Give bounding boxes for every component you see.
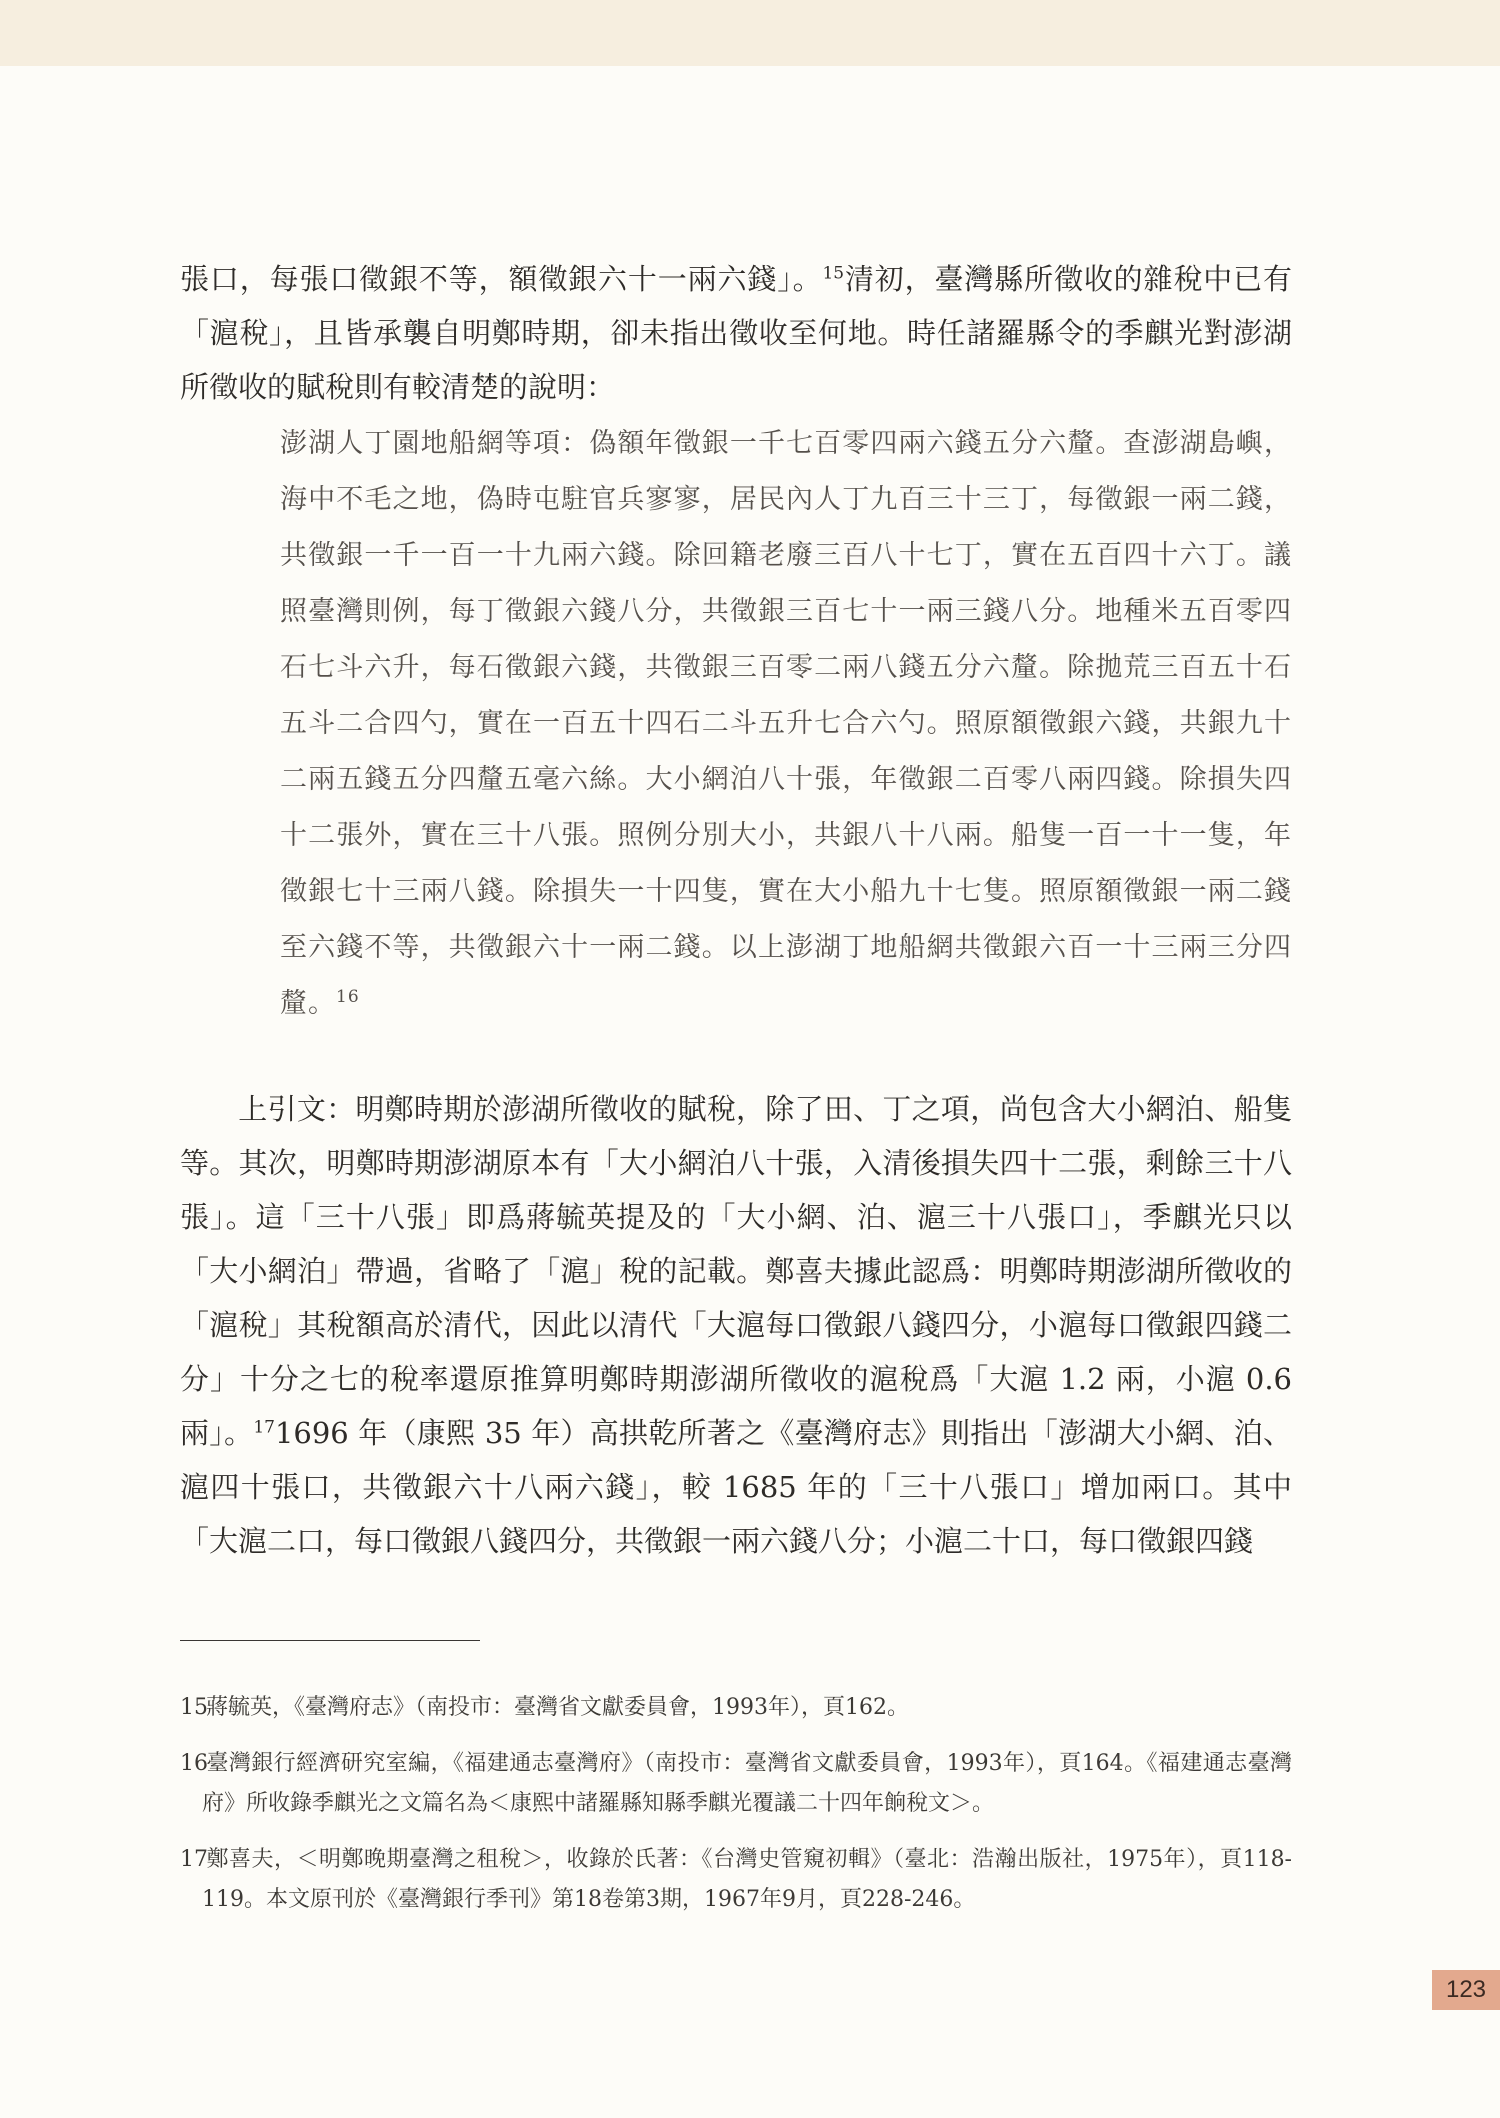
body-paragraph-1: [180, 252, 1292, 414]
footnote-ref-15[interactable]: 15: [822, 263, 845, 284]
quote-text: 澎湖人丁園地船網等項：偽額年徵銀一千七百零四兩六錢五分六釐。查澎湖島嶼，海中不毛之地，偽時屯駐官兵寥寥，居民內人丁九百三十三丁，每徵銀一兩二錢，共徵銀一千一百一十九兩六錢。除回籍老廢三百八十七丁，實在五百四十六丁。議照臺灣則例，每丁徵銀六錢八分，共徵銀三百七十一兩三錢八分。地種米五百零四石七斗六升，每石徵銀六錢，共徵銀三百零二兩八錢五分六釐。除拋荒三百五十石五斗二合四勺，實在一百五十四石二斗五升七合六勺。照原額徵銀六錢，共銀九十二兩五錢五分四釐五毫六絲。大小網泊八十張，年徵銀二百零八兩四錢。除損失四十二張外，實在三十八張。照例分別大小，共銀八十八兩。船隻一百一十一隻，年徵銀七十三兩八錢。除損失一十四隻，實在大小船九十七隻。照原額徵銀一兩二錢至六錢不等，共徵銀六十一兩二錢。以上澎湖丁地船網共徵銀六百一十三兩三分四釐。: [280, 428, 1292, 1019]
footnote-divider: [180, 1640, 480, 1641]
paragraph-text: 張口，每張口徵銀不等，額徵銀六十一兩六錢」。: [180, 262, 823, 296]
footnote-16: [180, 1744, 1292, 1824]
paragraph-text: 清初，臺灣縣所徵收的雜稅中已有「滬稅」，且皆承襲自明鄭時期，卻未指出徵收至何地。時任諸羅縣令的季麒光對澎湖所徵收的賦稅則有較清楚的說明：: [180, 262, 1292, 404]
block-quote: [280, 416, 1292, 1032]
footnote-ref-16[interactable]: 16: [336, 987, 360, 1007]
footnote-ref-17[interactable]: 17: [253, 1417, 275, 1438]
footnote-17: [180, 1840, 1292, 1920]
footnote-number: 17: [180, 1847, 208, 1872]
paragraph-text: 上引文：明鄭時期於澎湖所徵收的賦稅，除了田、丁之項，尚包含大小網泊、船隻等。其次，明鄭時期澎湖原本有「大小網泊八十張，入清後損失四十二張，剩餘三十八張」。這「三十八張」即爲蔣毓英提及的「大小網、泊、滬三十八張口」，季麒光只以「大小網泊」帶過，省略了「滬」稅的記載。鄭喜夫據此認爲：明鄭時期澎湖所徵收的「滬稅」其稅額高於清代，因此以清代「大滬每口徵銀八錢四分，小滬每口徵銀四錢二分」十分之七的稅率還原推算明鄭時期澎湖所徵收的滬稅爲「大滬 1.2 兩，小滬 0.6 兩」。: [180, 1092, 1292, 1450]
footnote-text: 鄭喜夫，＜明鄭晚期臺灣之租稅＞，收錄於氏著：《台灣史管窺初輯》（臺北：浩瀚出版社，1975年），頁118-119。本文原刊於《臺灣銀行季刊》第18卷第3期，1967年9月，頁228-246。: [202, 1847, 1292, 1912]
footnote-number: 16: [180, 1751, 208, 1776]
page-number: 123: [1432, 1970, 1500, 2010]
footnote-15: [180, 1688, 1292, 1728]
paragraph-text: 1696 年（康熙 35 年）高拱乾所著之《臺灣府志》則指出「澎湖大小網、泊、滬四十張口，共徵銀六十八兩六錢」，較 1685 年的「三十八張口」增加兩口。其中「大滬二口，每口徵銀八錢四分，共徵銀一兩六錢八分；小滬二十口，每口徵銀四錢: [180, 1416, 1292, 1558]
footnote-number: 15: [180, 1695, 208, 1720]
footnote-text: 臺灣銀行經濟研究室編，《福建通志臺灣府》（南投市：臺灣省文獻委員會，1993年），頁164。《福建通志臺灣府》所收錄季麒光之文篇名為＜康熙中諸羅縣知縣季麒光覆議二十四年餉稅文＞。: [202, 1751, 1292, 1816]
body-paragraph-2: [180, 1082, 1292, 1568]
footnote-text: 蔣毓英，《臺灣府志》（南投市：臺灣省文獻委員會，1993年），頁162。: [206, 1695, 909, 1720]
footnotes: [180, 1688, 1292, 1936]
page-top-band: [0, 0, 1500, 66]
